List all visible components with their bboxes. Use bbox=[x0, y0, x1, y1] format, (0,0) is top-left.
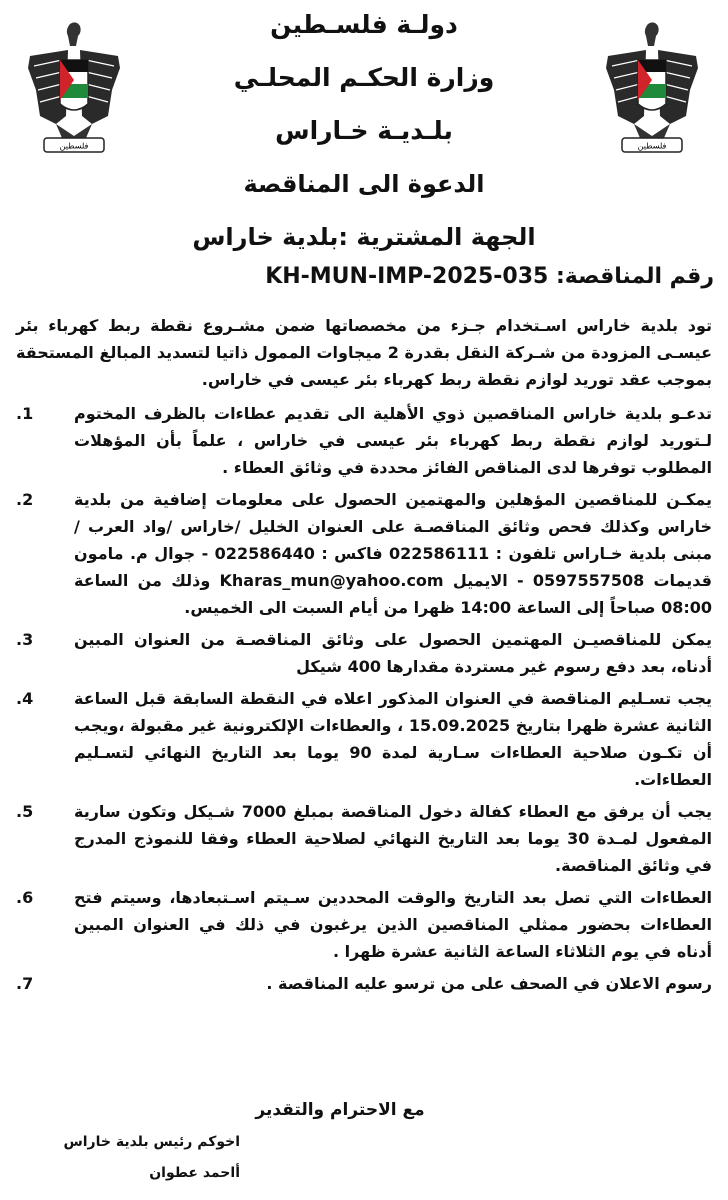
item-text: يجب تسـليم المناقصة في العنوان المذكور اعلاه في النقطة السابقة قبل الساعة الثانية عشرة ظهرا بتاريخ 15.09.2025 ، والعطاءات الإلكترونية غير مقبولة ،ويجب أن تكـون صلاحية العطاءات سـارية لمدة 90 يوما بعد التاريخ النهائي لتسـليم العطاءات. bbox=[74, 689, 713, 789]
item-number: .2 bbox=[16, 490, 34, 509]
emblem-caption: فلسطين bbox=[59, 141, 89, 151]
item-text: يمكن للمناقصيـن المهتمين الحصول على وثائق المناقصـة من العنوان المبين أدناه، بعد دفع رسوم غير مستردة مقدارها 400 شيكل bbox=[74, 630, 712, 676]
palestine-flag-shield-icon bbox=[638, 60, 666, 110]
municipality-title: بلـديـة خـاراس bbox=[275, 116, 453, 145]
item-number: .1 bbox=[16, 404, 34, 423]
intro-paragraph: تود بلدية خاراس اسـتخدام جـزء من مخصصاتها ضمن مشـروع نقطة ربط كهرباء بئر عيسـى المزودة من شـركة النقل بقدرة 2 ميجاوات الممول ذاتيا لتسديد المبالغ المستحقة بموجب عقد توريد لوازم نقطة ربط كهرباء بئر عيسى في خاراس. bbox=[16, 316, 713, 389]
item-text: يجب أن يرفق مع العطاء كفالة دخول المناقصة بمبلغ 7000 شـيكل وتكون سارية المفعول لمـدة 30 يوما بعد التاريخ النهائي لصلاحية العطاء وفقا للنموذج المدرج في وثائق المناقصة. bbox=[74, 802, 713, 875]
item-number: .4 bbox=[16, 689, 34, 708]
ministry-title: وزارة الحكـم المحلـي bbox=[233, 63, 495, 92]
tender-terms-list bbox=[16, 400, 712, 997]
state-title: دولـة فلسـطين bbox=[270, 10, 458, 39]
list-item bbox=[16, 685, 713, 793]
list-item bbox=[16, 400, 712, 481]
item-text: يمكـن للمناقصين المؤهلين والمهتمين الحصول على معلومات إضافية من بلدية خاراس وكذلك فحص وثائق المناقصـة على العنوان الخليل /خاراس /واد العرب / مبنى بلدية خـاراس تلفون : 022586111 فاكس : 022586440 - جوال م. مامون قديمات 0597557508 - الايميل Kharas_mun@yahoo.com وذلك من الساعة 08:00 صباحاً إلى الساعة 14:00 ظهرا من أيام السبت الى الخميس. bbox=[74, 490, 713, 617]
eagle-head-icon bbox=[67, 22, 81, 46]
header-block bbox=[130, 10, 598, 275]
list-item bbox=[16, 970, 712, 997]
invitation-title: الدعوة الى المناقصة bbox=[243, 170, 485, 198]
tender-number-label: رقم المناقصة: bbox=[556, 264, 714, 289]
palestine-flag-shield-icon bbox=[60, 60, 88, 110]
emblem-caption: فلسطين bbox=[637, 141, 667, 151]
item-text: رسوم الاعلان في الصحف على من ترسو عليه المناقصة . bbox=[266, 974, 712, 993]
palestine-emblem-left bbox=[26, 20, 122, 160]
item-text: تدعـو بلدية خاراس المناقصين ذوي الأهلية الى تقديم عطاءات بالظرف المختوم لـتوريد لوازم نقطة ربط كهرباء بئر عيسى في خاراس ، علماً بأن المؤهلات المطلوب توفرها لدى المناقص الفائز محددة في وثائق العطاء . bbox=[74, 404, 712, 477]
tender-number-line bbox=[265, 262, 714, 292]
list-item bbox=[16, 798, 713, 879]
item-number: .5 bbox=[16, 802, 34, 821]
item-number: .6 bbox=[16, 888, 34, 907]
eagle-head-icon bbox=[645, 22, 659, 46]
tender-number: KH-MUN-IMP-2025-035 bbox=[265, 264, 549, 289]
purchaser-title: الجهة المشترية :بلدية خاراس bbox=[192, 223, 536, 251]
item-number: .3 bbox=[16, 630, 34, 649]
item-number: .7 bbox=[16, 974, 34, 993]
list-item bbox=[16, 486, 713, 621]
signer-title: اخوكم رئيس بلدية خاراس bbox=[63, 1134, 240, 1150]
palestine-emblem-right bbox=[604, 20, 700, 160]
list-item bbox=[16, 626, 712, 680]
signer-name: أاحمد عطوان bbox=[149, 1165, 240, 1181]
item-text: العطاءات التي تصل بعد التاريخ والوقت المحددين سـيتم اسـتبعادها، وسيتم فتح العطاءات بحضور ممثلي المناقصين الذين يرغبون في ذلك في العنوان المبين أدناه في يوم الثلاثاء الساعة الثانية عشرة ظهرا . bbox=[74, 888, 712, 961]
list-item bbox=[16, 884, 712, 965]
closing-line: مع الاحترام والتقدير bbox=[255, 1100, 425, 1120]
